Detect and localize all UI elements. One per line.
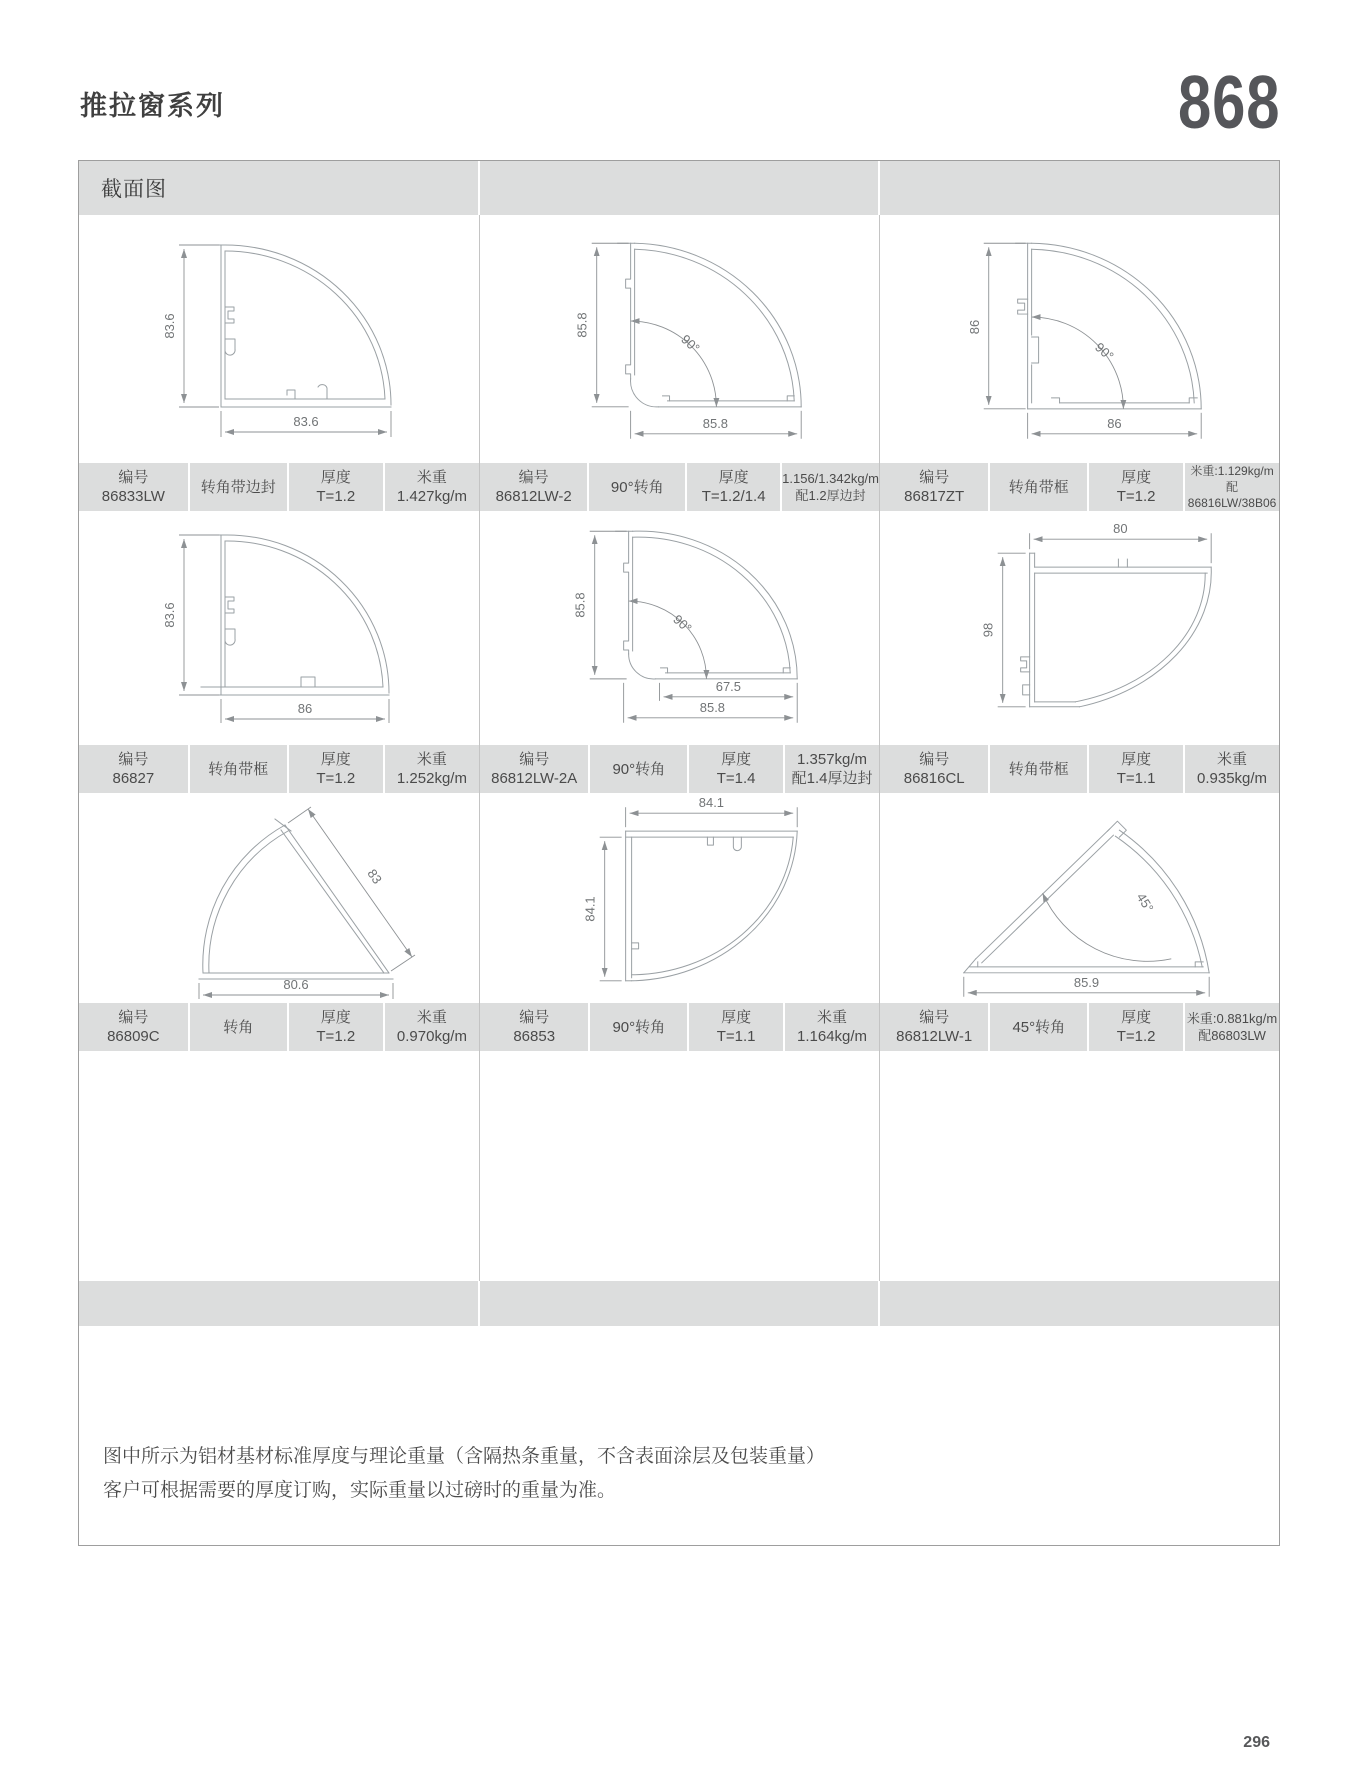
thickness-label: 厚度 <box>721 1009 752 1026</box>
thickness-label: 厚度 <box>1121 1009 1152 1026</box>
thickness-value: T=1.2 <box>316 1028 356 1045</box>
spec-86827 <box>79 745 479 793</box>
code-value: 86833LW <box>101 488 165 505</box>
spec-code <box>880 463 988 511</box>
code-label: 编号 <box>118 751 149 768</box>
spec-name <box>990 463 1087 511</box>
name-value: 90°转角 <box>612 760 666 778</box>
code-label: 编号 <box>519 1009 550 1026</box>
dim-label: 86 <box>966 319 982 335</box>
footer-band-cell <box>880 1281 1279 1326</box>
name-value: 转角 <box>223 1018 254 1036</box>
name-value: 45°转角 <box>1012 1018 1066 1036</box>
code-value: 86809C <box>107 1028 160 1045</box>
code-value: 86816CL <box>903 770 965 787</box>
weight-value: 1.252kg/m <box>396 770 467 787</box>
thickness-label: 厚度 <box>320 751 351 768</box>
diagram-cell-86817ZT <box>879 215 1279 463</box>
angle-label: 90° <box>670 611 695 636</box>
thickness-label: 厚度 <box>721 751 752 768</box>
thickness-label: 厚度 <box>718 469 749 486</box>
dim-label: 80.6 <box>283 977 309 992</box>
spec-row-2 <box>79 745 1279 793</box>
weight-value: 米重:1.129kg/m <box>1190 464 1274 478</box>
weight-value: 1.156/1.342kg/m <box>782 471 879 486</box>
profile-diagram-86833LW <box>79 215 479 463</box>
code-label: 编号 <box>118 469 149 486</box>
spec-86809C <box>79 1003 479 1051</box>
notes-section <box>79 1326 1279 1545</box>
spec-name <box>990 745 1087 793</box>
thickness-value: T=1.2/1.4 <box>701 488 766 505</box>
thickness-label: 厚度 <box>1121 469 1152 486</box>
page-title: 推拉窗系列 <box>80 91 225 121</box>
dim-label: 83.6 <box>162 313 177 339</box>
spec-name <box>590 745 687 793</box>
weight-label: 米重 <box>416 469 447 486</box>
thickness-value: T=1.2 <box>1116 488 1156 505</box>
name-value: 转角带边封 <box>200 478 276 496</box>
diagram-cell-86812LW-1 <box>879 793 1279 1003</box>
name-value: 转角带框 <box>1008 760 1069 778</box>
spec-code <box>480 463 587 511</box>
section-header-cell <box>880 161 1279 215</box>
empty-cell <box>879 1051 1279 1281</box>
spec-code <box>79 463 188 511</box>
name-value: 转角带框 <box>1008 478 1069 496</box>
dim-label: 83 <box>364 866 385 887</box>
weight-value: 1.427kg/m <box>396 488 467 505</box>
thickness-label: 厚度 <box>1121 751 1152 768</box>
empty-cell <box>79 1051 479 1281</box>
diagram-cell-86833LW <box>79 215 479 463</box>
spec-code <box>880 1003 988 1051</box>
code-label: 编号 <box>519 751 550 768</box>
profile-table <box>78 160 1280 1546</box>
spec-86817ZT <box>879 463 1279 511</box>
spec-row-1 <box>79 463 1279 511</box>
dim-label: 85.9 <box>1073 974 1100 990</box>
dim-label: 85.8 <box>702 415 729 431</box>
thickness-value: T=1.1 <box>1116 770 1156 787</box>
spec-name <box>590 1003 687 1051</box>
thickness-value: T=1.2 <box>1116 1028 1156 1045</box>
spec-thickness <box>289 1003 383 1051</box>
spec-name <box>190 745 287 793</box>
spec-weight <box>385 463 479 511</box>
spec-name <box>190 1003 287 1051</box>
profile-diagram-86817ZT <box>880 215 1279 463</box>
dim-label: 83.6 <box>162 602 177 628</box>
profile-diagram-86816CL <box>880 511 1279 745</box>
diagram-row-2 <box>79 511 1279 745</box>
diagram-cell-86853 <box>479 793 879 1003</box>
thickness-value: T=1.2 <box>316 488 356 505</box>
dim-label: 85.8 <box>572 592 588 618</box>
dim-label: 86 <box>1107 415 1122 431</box>
dim-label: 86 <box>297 701 313 716</box>
diagram-cell-86816CL <box>879 511 1279 745</box>
spec-thickness <box>689 745 783 793</box>
spec-weight <box>1185 1003 1279 1051</box>
spec-thickness <box>289 745 383 793</box>
weight-label: 米重 <box>1217 751 1248 768</box>
spec-name <box>990 1003 1087 1051</box>
weight-value: 1.357kg/m <box>797 751 868 768</box>
spec-86853 <box>479 1003 879 1051</box>
footer-band-cell <box>480 1281 879 1326</box>
spec-weight <box>385 745 479 793</box>
spec-weight <box>782 463 879 511</box>
diagram-cell-86827 <box>79 511 479 745</box>
spec-86812LW-1 <box>879 1003 1279 1051</box>
spec-thickness <box>1089 463 1183 511</box>
name-value: 90°转角 <box>610 478 664 496</box>
profile-diagram-86812LW-1 <box>880 793 1279 1003</box>
spec-86816CL <box>879 745 1279 793</box>
series-number: 868 <box>1177 61 1280 145</box>
spec-weight <box>785 745 879 793</box>
page-number: 296 <box>1243 1734 1270 1751</box>
dim-label: 83.6 <box>293 414 319 429</box>
angle-label: 90° <box>678 331 703 356</box>
code-label: 编号 <box>518 469 549 486</box>
code-label: 编号 <box>919 1009 950 1026</box>
dim-label: 84.1 <box>698 795 725 811</box>
spec-name <box>190 463 287 511</box>
thickness-label: 厚度 <box>320 1009 351 1026</box>
weight-value: 0.935kg/m <box>1197 770 1268 787</box>
dim-label: 85.8 <box>699 699 726 715</box>
weight-label: 米重 <box>416 1009 447 1026</box>
footer-band <box>79 1281 1279 1326</box>
code-label: 编号 <box>118 1009 149 1026</box>
spec-thickness <box>1089 1003 1183 1051</box>
thickness-value: T=1.2 <box>316 770 356 787</box>
dim-label: 98 <box>980 622 996 638</box>
spec-code <box>480 745 588 793</box>
diagram-row-3 <box>79 793 1279 1003</box>
spec-thickness <box>687 463 780 511</box>
spec-thickness <box>1089 745 1183 793</box>
empty-cell <box>479 1051 879 1281</box>
profile-diagram-86809C <box>79 793 479 1003</box>
spec-weight <box>1185 745 1279 793</box>
code-value: 86817ZT <box>904 488 965 505</box>
profile-diagram-86812LW-2 <box>480 215 879 463</box>
weight-label: 米重 <box>817 1009 848 1026</box>
footer-band-cell <box>79 1281 478 1326</box>
weight-note: 配1.2厚边封 <box>795 488 866 503</box>
weight-note: 配86803LW <box>1198 1028 1266 1043</box>
profile-diagram-86853 <box>480 793 879 1003</box>
angle-label: 90° <box>1092 339 1117 364</box>
code-value: 86827 <box>112 770 155 787</box>
spec-86812LW-2 <box>479 463 879 511</box>
diagram-cell-86812LW-2 <box>479 215 879 463</box>
profile-diagram-86827 <box>79 511 479 745</box>
spec-code <box>480 1003 588 1051</box>
spec-name <box>589 463 685 511</box>
spec-weight <box>1185 463 1279 511</box>
diagram-row-1 <box>79 215 1279 463</box>
code-label: 编号 <box>919 469 950 486</box>
spec-86812LW-2A <box>479 745 879 793</box>
dim-label: 84.1 <box>582 896 598 922</box>
code-label: 编号 <box>919 751 950 768</box>
code-value: 86812LW-2A <box>491 770 578 787</box>
weight-note: 配86816LW/38B06 <box>1187 480 1277 510</box>
spec-row-3 <box>79 1003 1279 1051</box>
dim-label: 85.8 <box>574 312 590 338</box>
weight-value: 1.164kg/m <box>797 1028 868 1045</box>
code-value: 86853 <box>513 1028 556 1045</box>
spec-weight <box>385 1003 479 1051</box>
spec-thickness <box>289 463 383 511</box>
section-header-label: 截面图 <box>79 161 478 215</box>
diagram-cell-86809C <box>79 793 479 1003</box>
name-value: 90°转角 <box>612 1018 666 1036</box>
weight-label: 米重 <box>416 751 447 768</box>
spec-thickness <box>689 1003 783 1051</box>
diagram-cell-86812LW-2A <box>479 511 879 745</box>
dim-label: 80 <box>1113 521 1128 537</box>
weight-note: 配1.4厚边封 <box>791 770 873 787</box>
code-value: 86812LW-1 <box>896 1028 973 1045</box>
spec-code <box>79 745 188 793</box>
spec-86833LW <box>79 463 479 511</box>
thickness-value: T=1.4 <box>716 770 756 787</box>
weight-value: 0.970kg/m <box>396 1028 467 1045</box>
spec-weight <box>785 1003 879 1051</box>
name-value: 转角带框 <box>208 760 269 778</box>
note-line-1: 图中所示为铝材基材标准厚度与理论重量（含隔热条重量，不含表面涂层及包装重量） <box>103 1446 826 1467</box>
thickness-value: T=1.1 <box>716 1028 756 1045</box>
profile-diagram-86812LW-2A <box>480 511 879 745</box>
angle-label: 45° <box>1133 890 1157 915</box>
spec-code <box>880 745 988 793</box>
dim-label: 67.5 <box>715 678 741 694</box>
weight-value: 米重:0.881kg/m <box>1186 1011 1278 1026</box>
section-header-cell <box>480 161 879 215</box>
note-line-2: 客户可根据需要的厚度订购，实际重量以过磅时的重量为准。 <box>103 1480 617 1501</box>
section-header-row <box>79 161 1279 215</box>
empty-row <box>79 1051 1279 1281</box>
code-value: 86812LW-2 <box>495 488 572 505</box>
spec-code <box>79 1003 188 1051</box>
thickness-label: 厚度 <box>320 469 351 486</box>
